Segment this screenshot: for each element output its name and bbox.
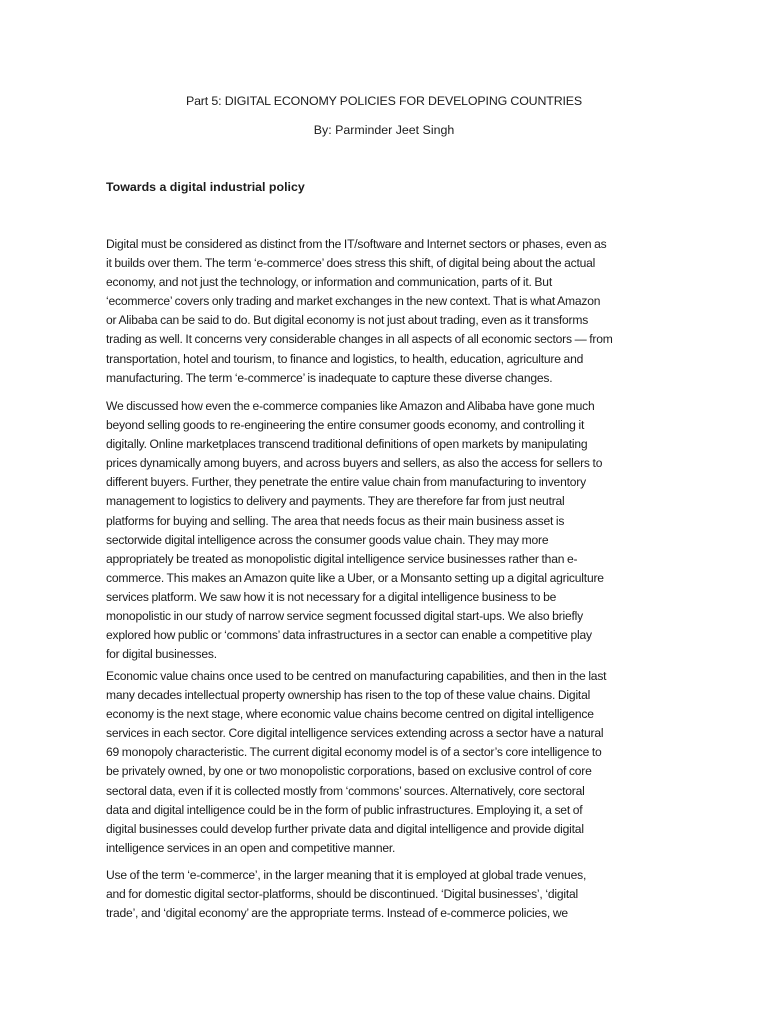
- section-heading: Towards a digital industrial policy: [106, 180, 305, 194]
- text-line: services in each sector. Core digital intelligence services extending across a sector have a natural: [106, 726, 604, 741]
- text-line: digitally. Online marketplaces transcend traditional definitions of open markets by manipulating: [106, 437, 588, 452]
- text-line: appropriately be treated as monopolistic digital intelligence service businesses rather than e-: [106, 551, 578, 566]
- text-line: data and digital intelligence could be in the form of public infrastructures. Employing it, a set of: [106, 802, 583, 817]
- document-title: Part 5: DIGITAL ECONOMY POLICIES FOR DEVELOPING COUNTRIES: [185, 94, 583, 108]
- text-line: services platform. We saw how it is not necessary for a digital intelligence business to be: [106, 589, 557, 604]
- text-line: ‘ecommerce’ covers only trading and market exchanges in the new context. That is what Amazon: [106, 294, 601, 309]
- text-line: many decades intellectual property ownership has risen to the top of these value chains. Digital: [106, 688, 591, 703]
- text-line: monopolistic in our study of narrow service segment focussed digital start-ups. We also briefly: [106, 609, 584, 624]
- text-line: 69 monopoly characteristic. The current digital economy model is of a sector’s core intelligence to: [106, 745, 602, 760]
- text-line: intelligence services in an open and competitive manner.: [106, 840, 396, 855]
- paragraph-4: [106, 866, 666, 923]
- text-line: management to logistics to delivery and payments. They are therefore far from just neutral: [106, 494, 565, 509]
- text-line: Use of the term ‘e-commerce’, in the larger meaning that it is employed at global trade venues,: [106, 868, 587, 882]
- paragraph-2: [106, 397, 666, 664]
- text-line: for digital businesses.: [106, 647, 217, 662]
- text-line: beyond selling goods to re-engineering the entire consumer goods economy, and controlling it: [106, 418, 585, 433]
- text-line: sectoral data, even if it is collected mostly from ‘commons’ sources. Alternatively, core sectoral: [106, 783, 585, 798]
- text-line: platforms for buying and selling. The area that needs focus as their main business asset is: [106, 513, 565, 528]
- paragraph-3: [106, 667, 666, 858]
- text-line: trade’, and ‘digital economy’ are the appropriate terms. Instead of e-commerce policies, we: [106, 906, 568, 921]
- text-line: transportation, hotel and tourism, to finance and logistics, to health, education, agriculture and: [106, 351, 584, 366]
- text-line: trading as well. It concerns very considerable changes in all aspects of all economic sectors — from: [106, 332, 613, 347]
- text-line: different buyers. Further, they penetrate the entire value chain from manufacturing to inventory: [106, 475, 586, 490]
- text-line: digital businesses could develop further private data and digital intelligence and provide digital: [106, 821, 584, 836]
- document-author: By: Parminder Jeet Singh: [313, 123, 455, 137]
- text-line: economy, and not just the technology, or information and communication, parts of it. But: [106, 275, 552, 290]
- text-line: and for domestic digital sector-platforms, should be discontinued. ‘Digital businesses’, ‘digital: [106, 887, 579, 902]
- text-line: manufacturing. The term ‘e-commerce’ is inadequate to capture these diverse changes.: [106, 370, 553, 385]
- text-line: We discussed how even the e-commerce companies like Amazon and Alibaba have gone much: [106, 399, 595, 413]
- text-line: Economic value chains once used to be centred on manufacturing capabilities, and then in the last: [106, 669, 607, 683]
- text-line: economy is the next stage, where economic value chains become centred on digital intelligence: [106, 707, 594, 722]
- text-line: prices dynamically among buyers, and across buyers and sellers, as also the access for sellers to: [106, 456, 603, 471]
- text-line: commerce. This makes an Amazon quite like a Uber, or a Monsanto setting up a digital agriculture: [106, 570, 604, 585]
- text-line: it builds over them. The term ‘e-commerce’ does stress this shift, of digital being about the actual: [106, 256, 596, 271]
- text-line: or Alibaba can be said to do. But digital economy is not just about trading, even as it transforms: [106, 313, 589, 328]
- text-line: be privately owned, by one or two monopolistic corporations, based on exclusive control of core: [106, 764, 592, 779]
- text-line: sectorwide digital intelligence across the consumer goods value chain. They may more: [106, 532, 549, 547]
- text-line: explored how public or ‘commons’ data infrastructures in a sector can enable a competitive play: [106, 628, 592, 643]
- paragraph-1: [106, 235, 666, 388]
- text-line: Digital must be considered as distinct from the IT/software and Internet sectors or phases, even as: [106, 237, 607, 251]
